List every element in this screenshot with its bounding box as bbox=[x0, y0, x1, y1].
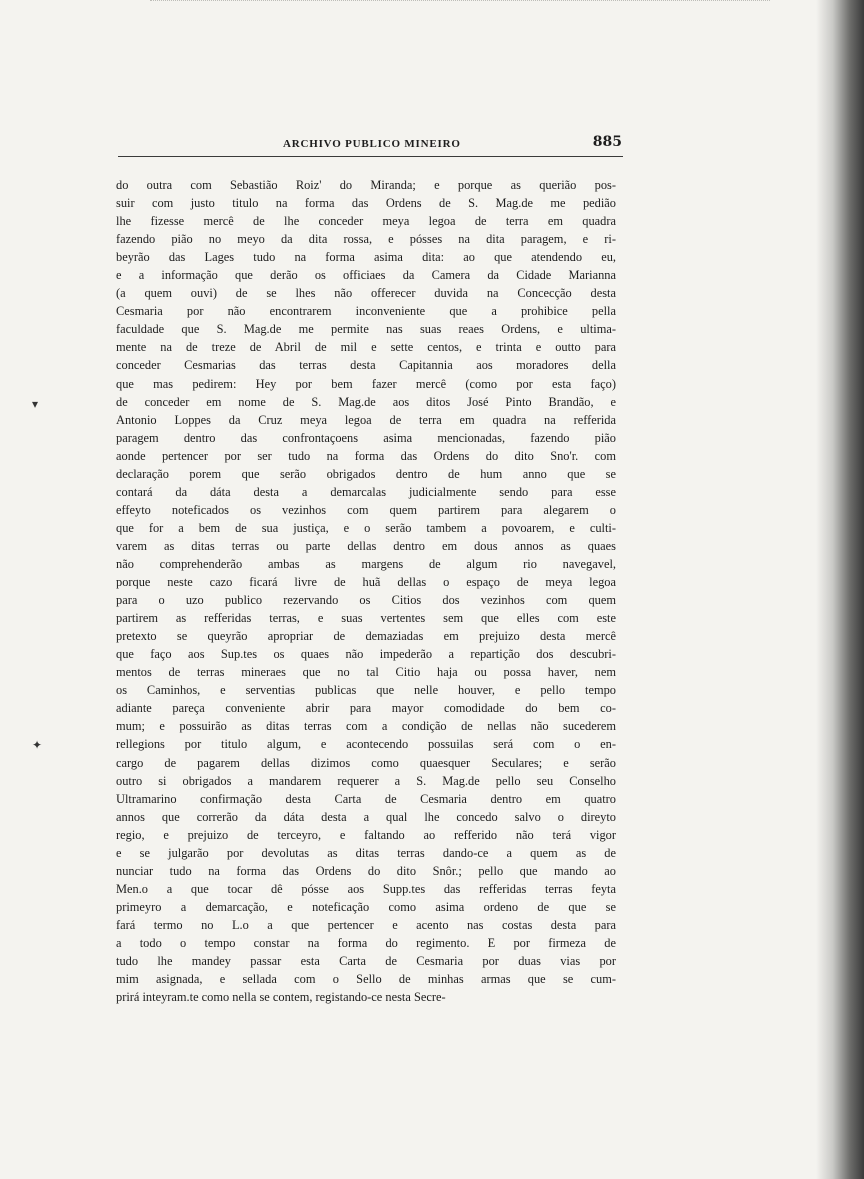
page-number: 885 bbox=[592, 134, 622, 150]
text-line: fazendo pião no meyo da dita rossa, e pósses na dita paragem, e ri- bbox=[116, 232, 616, 247]
text-line: (a quem ouvi) de se lhes não offerecer duvida na Concecção desta bbox=[116, 286, 616, 301]
text-line: partirem as refferidas terras, e suas vertentes sem que elles com este bbox=[116, 611, 616, 626]
text-line: a todo o tempo constar na forma do regimento. E por firmeza de bbox=[116, 935, 616, 950]
text-line: regio, e prejuizo de terceyro, e faltando ao refferido não terá vigor bbox=[116, 827, 616, 842]
text-line: cargo de pagarem dellas dizimos como quaesquer Seculares; e serão bbox=[116, 755, 616, 770]
text-line: para o uzo publico rezervando os Citios dos vezinhos com quem bbox=[116, 593, 616, 608]
text-line: adiante pareça conveniente abrir para mayor comodidade do bem co- bbox=[116, 701, 616, 716]
text-line: conceder Cesmarias das terras desta Capitannia aos moradores della bbox=[116, 358, 616, 373]
scan-top-edge bbox=[150, 0, 770, 9]
margin-mark-bottom: ✦ bbox=[32, 738, 43, 752]
running-header bbox=[118, 132, 628, 156]
text-line: de conceder em nome de S. Mag.de aos ditos José Pinto Brandão, e bbox=[116, 394, 616, 409]
header-title: ARCHIVO PUBLICO MINEIRO bbox=[283, 138, 461, 150]
text-line: que faço aos Sup.tes os quaes não impederão a repartição dos descubri- bbox=[116, 647, 616, 662]
text-line: beyrão das Lages tudo na forma asima dita: ao que atendendo eu, bbox=[116, 250, 616, 265]
text-line: do outra com Sebastião Roiz' do Miranda; e porque as querião pos- bbox=[116, 178, 616, 192]
text-line: que for a bem de sua justiça, e o serão tambem a povoarem, e culti- bbox=[116, 520, 616, 535]
text-line: pretexto se queyrão apropriar de demaziadas em prejuizo desta mercê bbox=[116, 629, 616, 644]
text-line: Cesmaria por não encontrarem inconveniente que a prohibice pella bbox=[116, 304, 616, 319]
text-line: lhe fizesse mercê de lhe conceder meya legoa de terra em quadra bbox=[116, 214, 616, 229]
header-rule bbox=[118, 156, 623, 157]
margin-mark-top: ▾ bbox=[32, 397, 39, 411]
scan-page-edge bbox=[816, 0, 864, 1179]
text-line: annos que correrão da dáta desta a qual lhe concedo salvo o direyto bbox=[116, 809, 616, 824]
text-line: prirá inteyram.te como nella se contem, registando-ce nesta Secre- bbox=[116, 990, 446, 1005]
text-line: faculdade que S. Mag.de me permite nas suas reaes Ordens, e ultima- bbox=[116, 322, 616, 337]
text-line: porque neste cazo ficará livre de huã dellas o espaço de meya legoa bbox=[116, 575, 616, 590]
text-line: fará termo no L.o a que pertencer e acento nas costas desta para bbox=[116, 917, 616, 932]
text-line: os Caminhos, e serventias publicas que nelle houver, e pello tempo bbox=[116, 683, 616, 698]
text-line: e a informação que derão os officiaes da Camera da Cidade Marianna bbox=[116, 268, 616, 283]
text-line: Men.o a que tocar dê pósse aos Supp.tes das refferidas terras feyta bbox=[116, 881, 616, 896]
text-line: effeyto noteficados os vezinhos com quem partirem para alegarem o bbox=[116, 502, 616, 517]
text-line: declaração porem que serão obrigados dentro de hum anno que se bbox=[116, 466, 616, 481]
text-line: Ultramarino confirmação desta Carta de Cesmaria dentro em quatro bbox=[116, 791, 616, 806]
text-line: mum; e possuirão as ditas terras com a condição de nellas não sucederem bbox=[116, 719, 616, 734]
text-line: contará da dáta desta a demarcalas judicialmente sendo para esse bbox=[116, 484, 616, 499]
text-line: rellegions por titulo algum, e acontecendo possuilas será com o en- bbox=[116, 737, 616, 752]
text-line: paragem dentro das confrontaçoens asima mencionadas, fazendo pião bbox=[116, 430, 616, 445]
text-line: varem as ditas terras ou parte dellas dentro em dous annos as quaes bbox=[116, 538, 616, 553]
text-line: e se julgarão por devolutas as ditas terras dando-ce a quem as de bbox=[116, 845, 616, 860]
text-line: que mas pedirem: Hey por bem fazer mercê (como por esta faço) bbox=[116, 376, 616, 391]
text-line: aonde pertencer por ser tudo na forma das Ordens do dito Sno'r. com bbox=[116, 448, 616, 463]
text-line: Antonio Loppes da Cruz meya legoa de terra em quadra na refferida bbox=[116, 412, 616, 427]
text-line: primeyro a demarcação, e noteficação como asima ordeno de que se bbox=[116, 899, 616, 914]
text-line: mente na de treze de Abril de mil e sette centos, e trinta e outto para bbox=[116, 340, 616, 355]
text-line: outro si obrigados a mandarem requerer a S. Mag.de pello seu Conselho bbox=[116, 773, 616, 788]
text-line: suir com justo titulo na forma das Ordens de S. Mag.de me pedião bbox=[116, 196, 616, 211]
text-line: nunciar tudo na forma das Ordens do dito Snôr.; pello que mando ao bbox=[116, 863, 616, 878]
text-line: tudo lhe mandey passar esta Carta de Cesmaria por duas vias por bbox=[116, 954, 616, 969]
text-line: mentos de terras mineraes que no tal Citio haja ou possa haver, nem bbox=[116, 665, 616, 680]
text-line: não comprehenderão ambas as margens de algum rio navegavel, bbox=[116, 556, 616, 571]
text-line: mim asignada, e sellada com o Sello de minhas armas que se cum- bbox=[116, 972, 616, 987]
body-text bbox=[116, 176, 616, 1006]
